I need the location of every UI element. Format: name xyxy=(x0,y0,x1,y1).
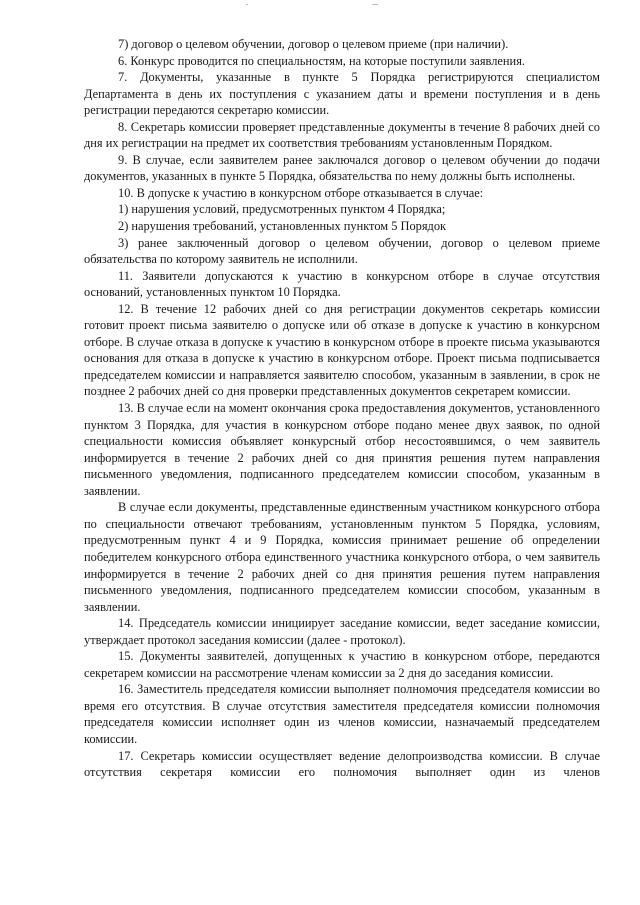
paragraph-7: 7. Документы, указанные в пункте 5 Порядка регистрируются специалистом Департамента в день их поступления с указанием даты и времени поступления и в день регистрации передаются секретарю комиссии. xyxy=(84,70,600,118)
paragraph-14: 14. Председатель комиссии инициирует заседание комиссии, ведет заседание комиссии, утверждает протокол заседания комиссии (далее - протокол). xyxy=(84,616,600,647)
paragraph-11: 11. Заявители допускаются к участию в конкурсном отборе в случае отсутствия оснований, установленных пунктом 10 Порядка. xyxy=(84,268,600,300)
paragraph-16: 16. Заместитель председателя комиссии выполняет полномочия председателя комиссии во время его отсутствия. В случае отсутствия заместителя председателя комиссии полномочия председателя комиссии исполняет один из членов комиссии, назначаемый председателем комиссии. xyxy=(84,682,600,746)
paragraph-10: 10. В допуске к участию в конкурсном отборе отказывается в случае: xyxy=(118,185,484,200)
paragraph-15: 15. Документы заявителей, допущенных к участию в конкурсном отборе, передаются секретарем комиссии на рассмотрение членам комиссии за 2 дня до заседания комиссии. xyxy=(84,649,600,680)
scan-artifact xyxy=(246,4,248,5)
paragraph-8: 8. Секретарь комиссии проверяет представленные документы в течение 8 рабочих дней со дня их регистрации на предмет их соответствия требованиям установленным Порядком. xyxy=(84,119,600,151)
paragraph-6: 6. Конкурс проводится по специальностям, на которые поступили заявления. xyxy=(118,53,525,68)
document-page xyxy=(84,36,600,781)
paragraph-10-item-3: 3) ранее заключенный договор о целевом обучении, договор о целевом приеме обязательства по которому заявитель не исполнили. xyxy=(84,235,600,267)
paragraph-10-item-1: 1) нарушения условий, предусмотренных пунктом 4 Порядка; xyxy=(118,202,446,217)
paragraph-10-item-2: 2) нарушения требований, установленных пунктом 5 Порядок xyxy=(118,219,447,234)
paragraph-17: 17. Секретарь комиссии осуществляет ведение делопроизводства комиссии. В случае отсутствия секретаря комиссии его полномочия выполняет один из членов xyxy=(84,748,600,780)
paragraph-13-continuation: В случае если документы, представленные единственным участником конкурсного отбора по специальности отвечают требованиям, установленным пунктом 5 Порядка, условиям, предусмотренным пункт 4 и 9 Порядка, комиссия принимает решение об определении победителем конкурсного отбора единственного участника конкурсного отбора, о чем заявитель информируется в течение 2 рабочих дней со дня принятия решения путем направления письменного уведомления, подписанного председателем комиссии способом, указанным в заявлении. xyxy=(84,500,600,614)
paragraph-item-7-doc: 7) договор о целевом обучении, договор о целевом приеме (при наличии). xyxy=(118,37,509,51)
scan-artifact xyxy=(372,4,378,5)
paragraph-12: 12. В течение 12 рабочих дней со дня регистрации документов секретарь комиссии готовит проект письма заявителю о допуске или об отказе в допуске к участию в конкурсном отборе. В случае отказа в допуске к участию в конкурсном отборе в проекте письма указываются основания для отказа в допуске к участию в конкурсном отборе. Проект письма подписывается председателем комиссии и направляется заявителю способом, указанным в заявлении, в срок не позднее 2 рабочих дней со дня проверки представленных документов секретарем комиссии. xyxy=(84,301,600,399)
paragraph-13: 13. В случае если на момент окончания срока предоставления документов, установленного пунктом 3 Порядка, для участия в конкурсном отборе подано менее двух заявок, по одной специальности комиссия объявляет конкурсный отбор несостоявшимся, о чем заявитель информируется в течение 2 рабочих дней со дня принятия решения путем направления письменного уведомления, подписанного председателем комиссии способом, указанным в заявлении. xyxy=(84,401,600,498)
paragraph-9: 9. В случае, если заявителем ранее заключался договор о целевом обучении до подачи документов, указанных в пункте 5 Порядка, обязательства по нему должны быть исполнены. xyxy=(84,152,600,184)
